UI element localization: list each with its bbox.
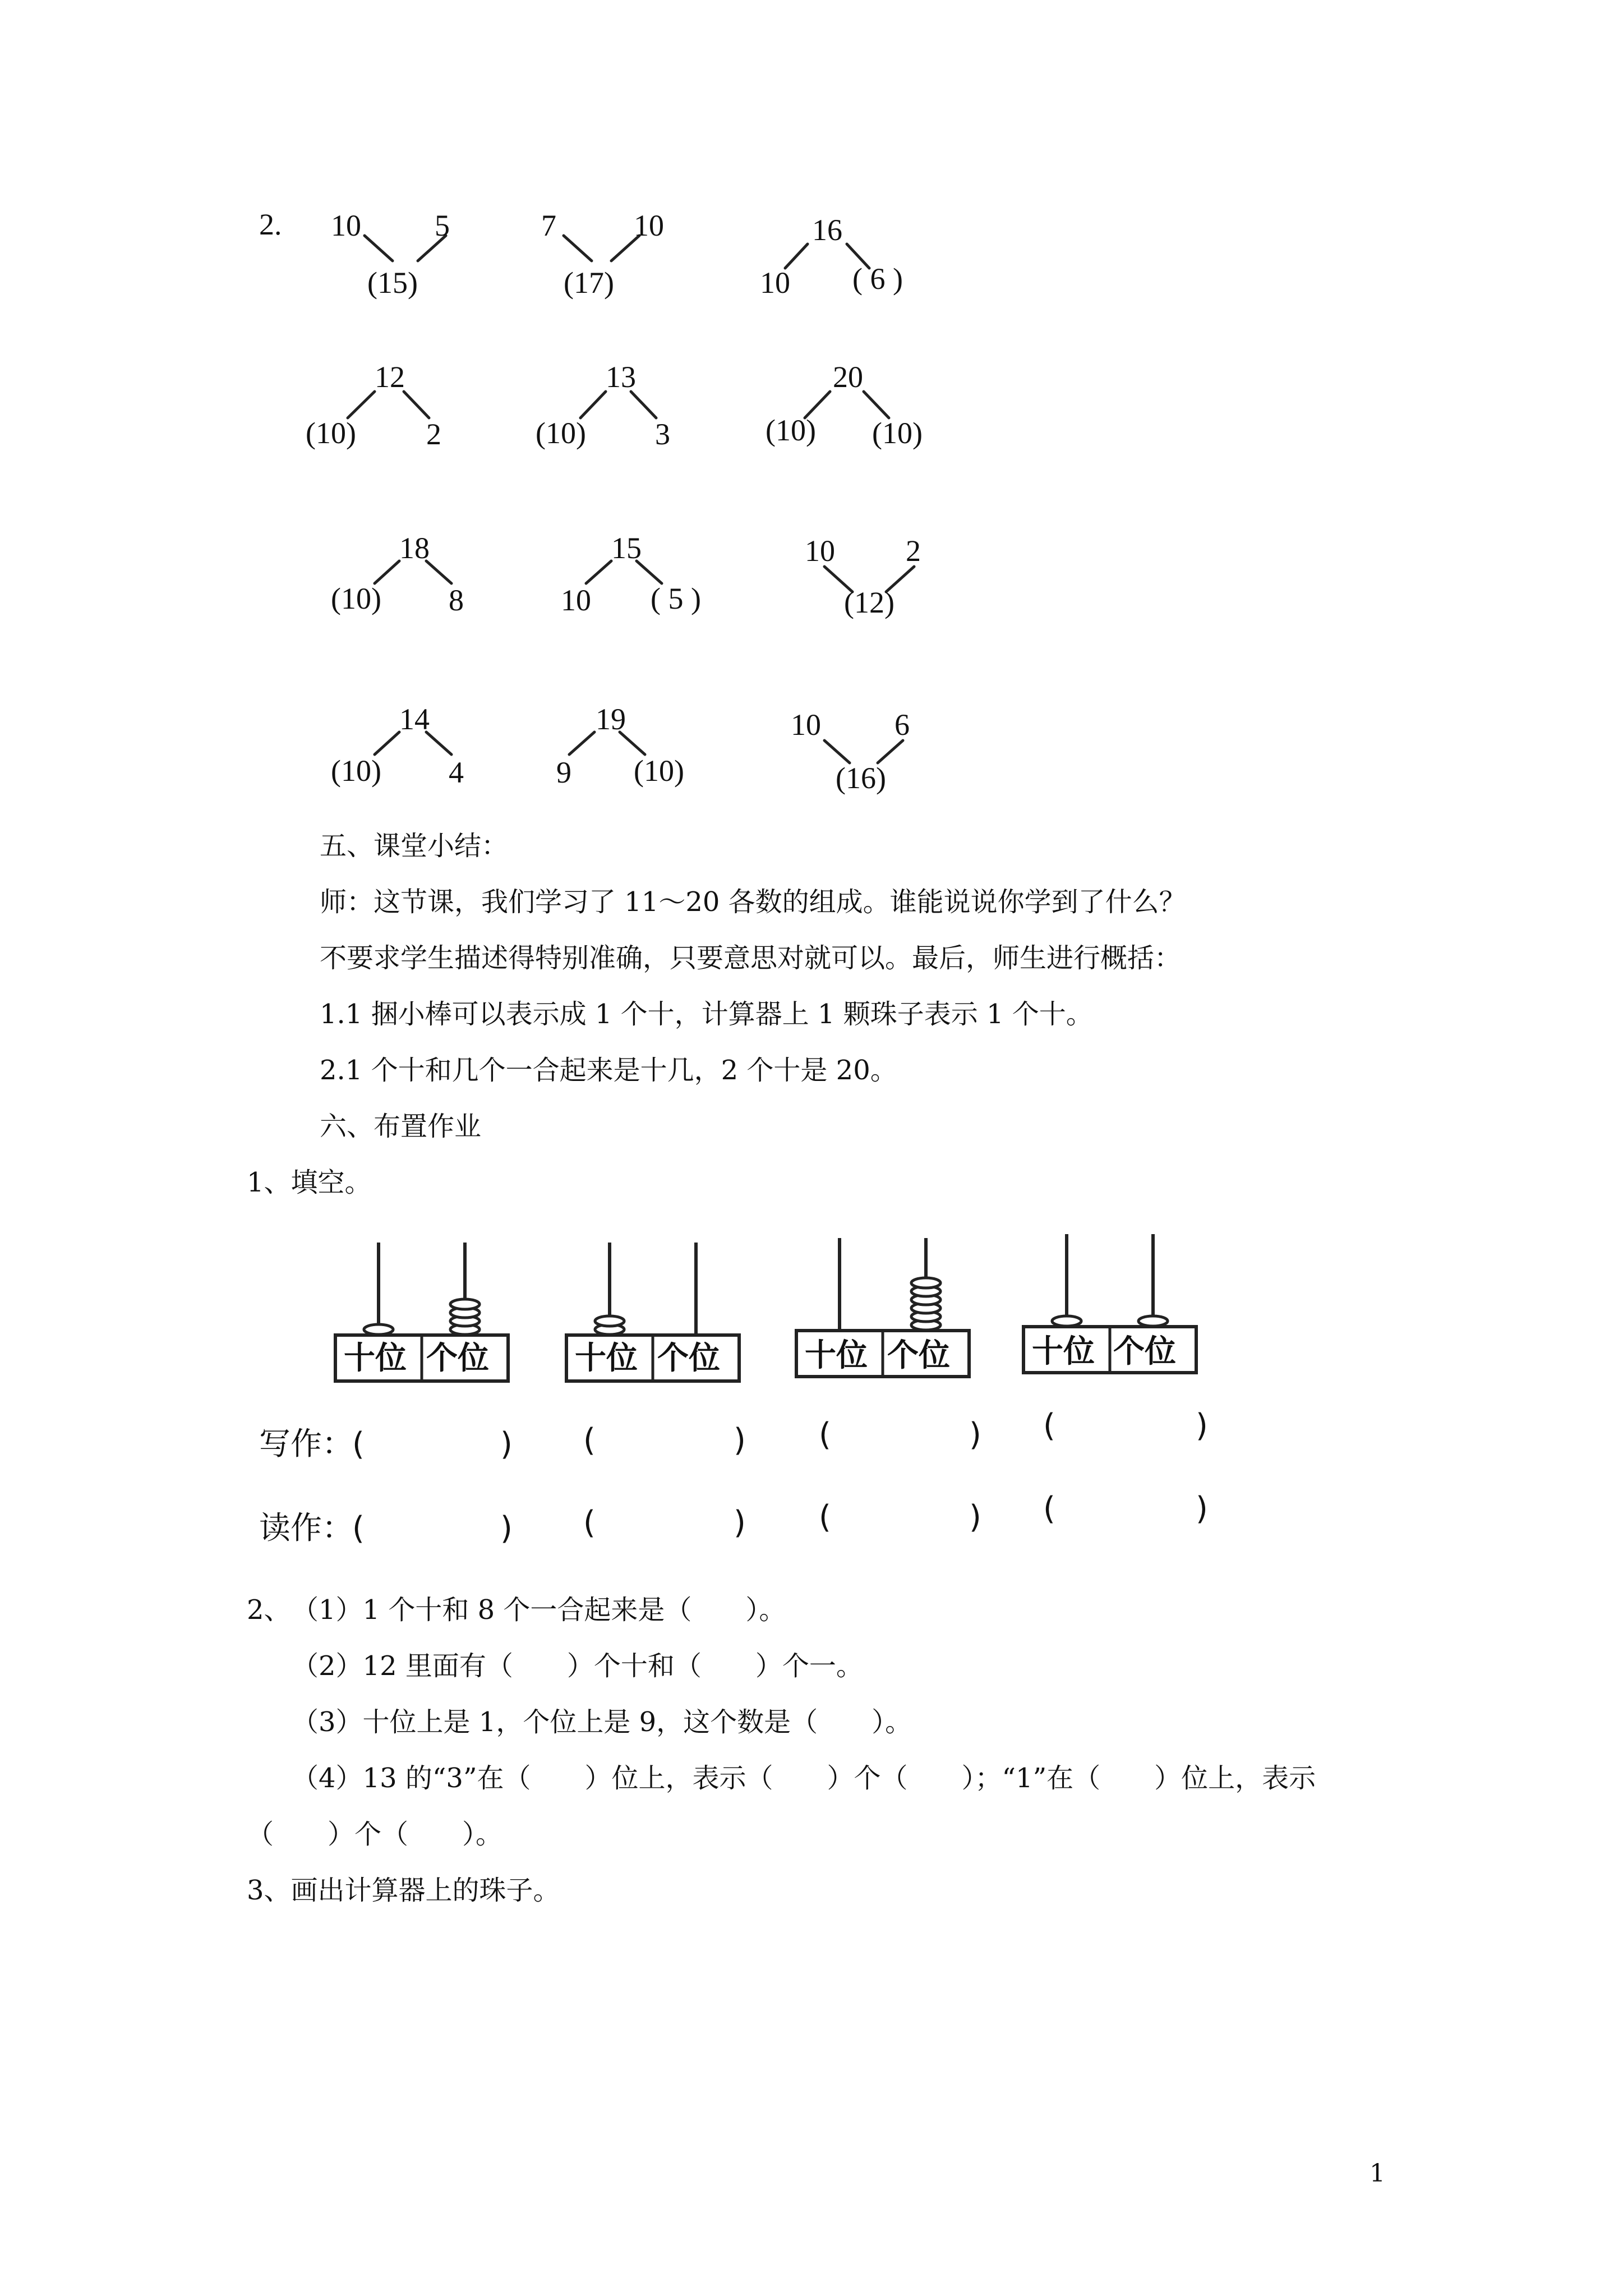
read-blank-3-open[interactable]: (	[819, 1499, 831, 1535]
q2-item-4b: （ ）个（ ）。	[247, 1819, 503, 1850]
split-1-top-right: 5	[435, 209, 450, 242]
split-3-bottom-left: 10	[760, 266, 790, 300]
split-2-top-left: 7	[541, 209, 556, 242]
summary-note-line: 不要求学生描述得特别准确，只要意思对就可以。最后，师生进行概括：	[320, 942, 1182, 974]
abacus-1-ones-bead	[450, 1299, 479, 1309]
abacus-1-tens-bead	[364, 1324, 393, 1335]
abacus-3-ones-label: 个位	[887, 1337, 950, 1374]
split-5-top: 13	[606, 360, 636, 394]
read-blank-4-open[interactable]: (	[1043, 1490, 1055, 1527]
split-12-top-left: 10	[791, 708, 821, 742]
split-7-bottom-right: 8	[449, 583, 464, 617]
q2-item-2: （2）12 里面有（ ）个十和（ ）个一。	[292, 1650, 863, 1682]
split-3-bottom-right: ( 6 )	[852, 262, 903, 296]
write-blank-2-open[interactable]: (	[583, 1422, 596, 1458]
split-12-top-right: 6	[895, 708, 910, 742]
abacus-1-tens-label: 十位	[344, 1340, 407, 1377]
split-8-bottom-right: ( 5 )	[651, 582, 701, 615]
abacus-3-tens-label: 十位	[805, 1337, 868, 1374]
section-label: 2.	[259, 208, 282, 241]
split-4-top: 12	[375, 360, 405, 394]
read-label: 读作：	[259, 1510, 353, 1547]
abacus-2-tens-label: 十位	[575, 1340, 638, 1377]
split-1-top-left: 10	[331, 209, 361, 242]
abacus-1-ones-label: 个位	[426, 1340, 489, 1377]
q3: 3、画出计算器上的珠子。	[247, 1875, 560, 1906]
write-blank-3-close: )	[969, 1416, 981, 1453]
q2-item-1: （1）1 个十和 8 个一合起来是（ ）。	[292, 1594, 786, 1626]
abacus-3-ones-bead	[911, 1278, 940, 1288]
split-7-bottom-left: (10)	[331, 582, 381, 615]
summary-heading: 五、课堂小结：	[320, 830, 509, 862]
page-number: 1	[1370, 2159, 1385, 2188]
split-5-bottom-right: 3	[655, 417, 670, 451]
split-11-top: 19	[596, 702, 626, 736]
q2-item-4a: （4）13 的“3”在（ ）位上，表示（ ）个（ ）；“1”在（ ）位上，表示	[292, 1763, 1316, 1794]
split-10-top: 14	[399, 702, 430, 736]
split-12-bottom: (16)	[836, 761, 886, 795]
split-10-bottom-left: (10)	[331, 754, 381, 788]
split-9-bottom: (12)	[844, 586, 895, 619]
split-4-bottom-left: (10)	[306, 416, 356, 450]
abacus-4-tens-label: 十位	[1032, 1333, 1095, 1370]
summary-teacher-line: 师：这节课，我们学习了 11～20 各数的组成。谁能说说你学到了什么？	[320, 886, 1186, 918]
abacus-4-ones-label: 个位	[1113, 1333, 1176, 1370]
write-blank-2-close: )	[734, 1422, 746, 1458]
q2-prefix: 2、	[247, 1594, 291, 1626]
write-blank-4-close: )	[1196, 1407, 1208, 1444]
summary-point-1: 1.1 捆小棒可以表示成 1 个十，计算器上 1 颗珠子表示 1 个十。	[320, 999, 1093, 1030]
abacus-4-ones-bead	[1138, 1316, 1168, 1326]
split-2-top-right: 10	[634, 209, 664, 242]
split-6-bottom-right: (10)	[872, 416, 923, 450]
number-split-diagrams	[0, 0, 1623, 813]
split-6-top: 20	[833, 360, 863, 394]
read-blank-2-open[interactable]: (	[583, 1504, 596, 1541]
abacus-2-ones-label: 个位	[657, 1340, 720, 1377]
homework-q1: 1、填空。	[247, 1167, 372, 1198]
split-6-bottom-left: (10)	[766, 413, 816, 447]
split-5-bottom-left: (10)	[536, 416, 586, 450]
abacus-4-tens-bead	[1052, 1316, 1081, 1326]
abacus-figures	[0, 1234, 1623, 1402]
split-9-top-left: 10	[805, 534, 835, 568]
split-10-bottom-right: 4	[449, 756, 464, 789]
homework-heading: 六、布置作业	[320, 1111, 482, 1142]
split-8-top: 15	[611, 531, 642, 565]
split-1-bottom: (15)	[367, 266, 418, 300]
write-blank-4-open[interactable]: (	[1043, 1407, 1055, 1444]
split-3-top: 16	[812, 213, 842, 247]
write-blank-1-close: )	[500, 1426, 513, 1462]
read-blank-2-close: )	[734, 1504, 746, 1541]
write-blank-3-open[interactable]: (	[819, 1416, 831, 1453]
read-blank-1-open[interactable]: (	[352, 1510, 365, 1547]
split-7-top: 18	[399, 531, 430, 565]
abacus-2-tens-bead	[595, 1316, 624, 1326]
read-blank-4-close: )	[1196, 1490, 1208, 1527]
read-blank-1-close: )	[500, 1510, 513, 1547]
write-label: 写作：	[259, 1426, 353, 1462]
split-9-top-right: 2	[906, 534, 921, 568]
split-11-bottom-right: (10)	[634, 754, 684, 788]
write-blank-1-open[interactable]: (	[352, 1426, 365, 1462]
read-blank-3-close: )	[969, 1499, 981, 1535]
summary-point-2: 2.1 个十和几个一合起来是十几，2 个十是 20。	[320, 1055, 897, 1086]
split-11-bottom-left: 9	[556, 756, 571, 789]
split-8-bottom-left: 10	[561, 583, 591, 617]
q2-item-3: （3）十位上是 1，个位上是 9，这个数是（ ）。	[292, 1706, 912, 1738]
split-4-bottom-right: 2	[426, 417, 441, 451]
split-2-bottom: (17)	[564, 266, 614, 300]
